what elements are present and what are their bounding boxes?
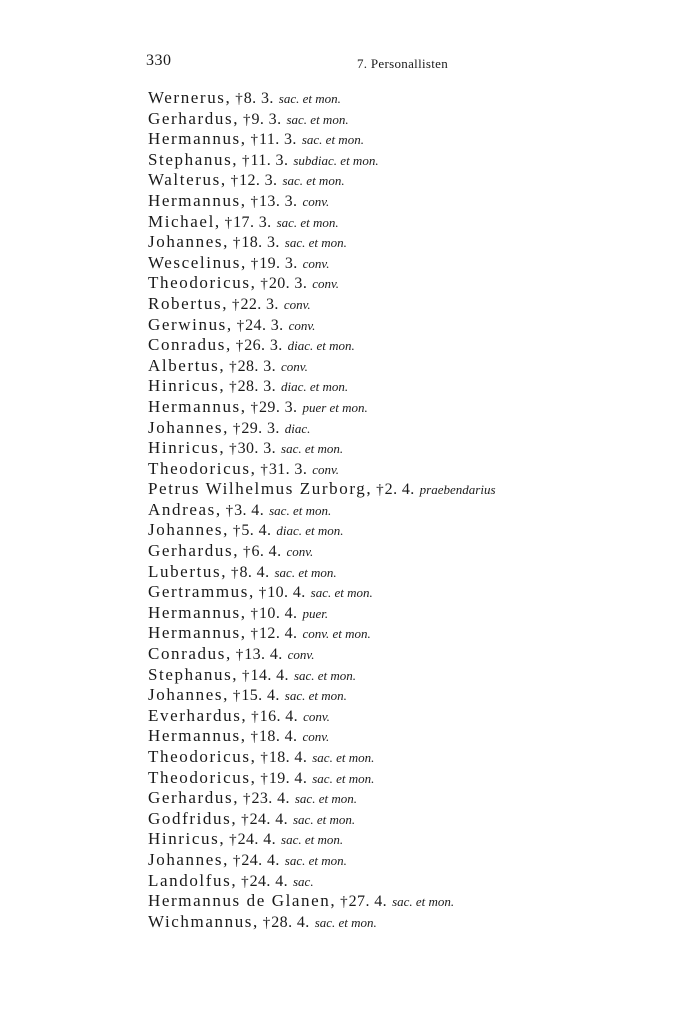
entry-name: Hermannus (148, 623, 241, 643)
comma-separator: , (219, 829, 225, 849)
entry-status: conv. (302, 255, 330, 271)
list-item (148, 871, 496, 892)
dagger-icon: † (376, 482, 384, 499)
entry-status: sac. et mon. (284, 688, 347, 704)
entry-status: puer et mon. (302, 399, 368, 415)
entry-name: Hermannus (148, 190, 241, 210)
death-date: 2. 4. (384, 481, 415, 499)
death-date: 30. 3. (237, 440, 277, 458)
entry-name: Andreas (148, 499, 216, 519)
entry-status: sac. et mon. (281, 832, 344, 848)
comma-separator: , (225, 335, 231, 355)
death-date: 11. 3. (250, 151, 289, 169)
entry-status: conv. (302, 193, 330, 209)
list-item (148, 500, 496, 521)
entry-name: Johannes (148, 232, 224, 252)
dagger-icon: † (229, 441, 237, 458)
death-date: 28. 4. (271, 913, 310, 931)
entry-name: Everhardus (148, 705, 242, 725)
death-date: 16. 4. (259, 707, 299, 725)
death-date: 22. 3. (240, 295, 279, 313)
death-date: 3. 4. (234, 501, 265, 519)
entry-name: Gerhardus (148, 541, 234, 561)
entry-status: sac. et mon. (312, 770, 375, 786)
entry-status: sac. et mon. (274, 564, 337, 580)
comma-separator: , (225, 644, 231, 664)
comma-separator: , (233, 788, 238, 808)
entry-status: conv. (312, 276, 340, 292)
death-date: 5. 4. (241, 522, 272, 540)
comma-separator: , (219, 376, 225, 396)
comma-separator: , (223, 849, 228, 869)
entry-status: diac. et mon. (287, 338, 355, 354)
dagger-icon: † (262, 914, 271, 931)
list-item (148, 273, 496, 294)
list-item (148, 191, 496, 212)
entry-name: Albertus (148, 355, 220, 375)
death-date: 8. 4. (239, 563, 270, 581)
comma-separator: , (250, 458, 256, 478)
entry-name: Hermannus de Glanen (148, 891, 331, 911)
dagger-icon: † (250, 626, 259, 643)
entry-status: sac. et mon. (284, 852, 347, 868)
comma-separator: , (250, 273, 256, 293)
entry-name: Hinricus (148, 438, 220, 458)
entry-name: Theodoricus (148, 747, 251, 766)
death-date: 12. 4. (259, 625, 298, 643)
dagger-icon: † (260, 770, 268, 787)
death-date: 15. 4. (241, 687, 280, 705)
list-item (148, 562, 496, 583)
entry-name: Michael (148, 211, 215, 231)
list-item (148, 685, 496, 706)
dagger-icon: † (242, 667, 250, 684)
entry-name: Johannes (148, 849, 224, 869)
list-item (148, 603, 496, 624)
comma-separator: , (232, 664, 238, 684)
death-date: 24. 4. (249, 872, 288, 890)
entry-name: Petrus Wilhelmus Zurborg (148, 479, 367, 499)
list-item (148, 706, 496, 727)
entry-name: Johannes (148, 520, 224, 540)
entry-status: conv. (283, 296, 311, 312)
entry-name: Wichmannus (148, 911, 254, 931)
list-item (148, 726, 496, 747)
death-date: 31. 3. (268, 460, 308, 478)
list-item (148, 109, 496, 130)
comma-separator: , (330, 891, 336, 911)
death-date: 8. 3. (243, 90, 274, 107)
dagger-icon: † (232, 235, 241, 252)
dagger-icon: † (260, 750, 268, 766)
dagger-icon: † (232, 420, 241, 437)
death-date: 14. 4. (250, 666, 289, 684)
entry-name: Hinricus (148, 829, 220, 849)
comma-separator: , (222, 293, 227, 313)
dagger-icon: † (250, 399, 259, 416)
entry-name: Wescelinus (148, 252, 241, 272)
list-item (148, 129, 496, 150)
dagger-icon: † (242, 791, 251, 808)
death-date: 9. 3. (251, 110, 282, 128)
dagger-icon: † (251, 708, 259, 725)
entry-name: Walterus (148, 170, 221, 190)
death-date: 12. 3. (239, 172, 278, 190)
entry-status: sac. et mon. (284, 235, 347, 251)
entry-name: Stephanus (148, 664, 233, 684)
dagger-icon: † (242, 152, 250, 169)
death-date: 24. 3. (245, 316, 284, 334)
list-item (148, 315, 496, 336)
death-date: 28. 3. (237, 357, 277, 375)
dagger-icon: † (224, 214, 233, 231)
list-item (148, 376, 496, 397)
death-date: 24. 4. (241, 851, 280, 869)
dagger-icon: † (231, 296, 240, 313)
entry-name: Gertrammus (148, 582, 249, 602)
list-item (148, 788, 496, 809)
death-date: 19. 4. (268, 769, 308, 787)
comma-separator: , (223, 232, 228, 252)
list-item (148, 623, 496, 644)
dagger-icon: † (250, 132, 259, 149)
death-date: 10. 4. (267, 584, 306, 602)
entry-status: conv. (302, 729, 330, 745)
dagger-icon: † (232, 523, 241, 540)
dagger-icon: † (250, 255, 259, 272)
list-item (148, 541, 496, 562)
entry-status: conv. (287, 647, 315, 663)
entry-name: Robertus (148, 293, 223, 313)
comma-separator: , (223, 520, 228, 540)
list-item (148, 356, 496, 377)
entry-name: Johannes (148, 417, 224, 437)
list-item (148, 253, 496, 274)
comma-separator: , (240, 623, 246, 643)
comma-separator: , (233, 541, 238, 561)
list-item (148, 912, 496, 933)
entry-name: Gerwinus (148, 314, 227, 334)
dagger-icon: † (242, 111, 251, 128)
list-item (148, 335, 496, 356)
list-item (148, 747, 496, 768)
entry-name: Theodoricus (148, 767, 251, 787)
dagger-icon: † (225, 502, 234, 519)
entry-status: sac. et mon. (269, 502, 332, 518)
dagger-icon: † (235, 91, 243, 107)
death-date: 18. 4. (268, 749, 308, 766)
death-date: 10. 4. (259, 604, 298, 622)
dagger-icon: † (232, 852, 241, 869)
entry-status: diac. (284, 420, 311, 436)
death-date: 28. 3. (237, 378, 277, 396)
death-date: 18. 4. (259, 728, 298, 746)
entry-status: sac. et mon. (282, 173, 345, 189)
entry-status: subdiac. et mon. (293, 152, 379, 168)
comma-separator: , (232, 149, 238, 169)
list-item (148, 232, 496, 253)
list-item (148, 479, 496, 500)
comma-separator: , (241, 705, 247, 725)
entry-status: diac. et mon. (276, 523, 344, 539)
comma-separator: , (226, 314, 232, 334)
entry-status: sac. et mon. (276, 214, 339, 230)
entry-name: Hermannus (148, 726, 241, 746)
list-item (148, 768, 496, 789)
death-date: 26. 3. (244, 337, 283, 355)
dagger-icon: † (229, 358, 237, 375)
entry-status: conv. (281, 358, 308, 374)
death-date: 11. 3. (259, 131, 297, 149)
death-date: 29. 3. (241, 419, 280, 437)
entry-status: conv. et mon. (302, 626, 371, 642)
death-date: 24. 4. (249, 810, 288, 828)
entry-name: Gerhardus (148, 788, 234, 808)
entry-status: sac. (293, 873, 314, 889)
entry-status: sac. et mon. (301, 132, 364, 148)
entry-name: Hinricus (148, 376, 220, 396)
comma-separator: , (240, 602, 246, 622)
dagger-icon: † (260, 461, 268, 478)
comma-separator: , (219, 355, 225, 375)
list-item (148, 850, 496, 871)
entry-status: conv. (312, 461, 340, 477)
entry-status: diac. et mon. (281, 379, 349, 395)
entry-status: conv. (286, 544, 314, 560)
dagger-icon: † (242, 544, 251, 561)
dagger-icon: † (235, 647, 244, 664)
death-date: 18. 3. (241, 234, 280, 252)
entry-status: sac. et mon. (312, 750, 375, 765)
death-date: 24. 4. (237, 831, 277, 849)
list-item (148, 665, 496, 686)
comma-separator: , (366, 479, 372, 499)
entry-status: sac. et mon. (294, 791, 357, 807)
list-item (148, 829, 496, 850)
entry-name: Hermannus (148, 396, 241, 416)
entry-name: Stephanus (148, 149, 233, 169)
entry-status: sac. et mon. (281, 441, 344, 457)
entry-name: Gerhardus (148, 108, 234, 128)
entry-status: praebendarius (419, 482, 496, 498)
dagger-icon: † (250, 605, 259, 622)
entry-name: Conradus (148, 335, 226, 355)
list-item (148, 809, 496, 830)
list-item (148, 170, 496, 191)
dagger-icon: † (230, 564, 239, 581)
entry-name: Theodoricus (148, 458, 251, 478)
dagger-icon: † (250, 193, 259, 210)
list-item (148, 88, 496, 109)
death-date: 13. 3. (259, 192, 298, 210)
page-number: 330 (146, 52, 172, 69)
entry-status: sac. et mon. (293, 811, 356, 827)
dagger-icon: † (229, 379, 237, 396)
comma-separator: , (240, 129, 246, 149)
entry-name: Godfridus (148, 808, 232, 828)
entry-status: sac. et mon. (392, 894, 455, 910)
list-item (148, 212, 496, 233)
death-date: 13. 4. (244, 646, 283, 664)
list-item (148, 644, 496, 665)
comma-separator: , (240, 396, 246, 416)
list-item (148, 891, 496, 912)
entry-name: Theodoricus (148, 273, 251, 293)
list-item (148, 438, 496, 459)
death-date: 20. 3. (268, 275, 308, 293)
death-date: 27. 4. (348, 893, 388, 911)
entry-status: sac. et mon. (310, 585, 373, 601)
entry-name: Landolfus (148, 870, 232, 890)
comma-separator: , (250, 747, 256, 766)
dagger-icon: † (250, 729, 259, 746)
list-item (148, 520, 496, 541)
death-date: 29. 3. (259, 398, 298, 416)
entry-status: sac. et mon. (293, 667, 357, 683)
comma-separator: , (231, 870, 237, 890)
comma-separator: , (214, 211, 220, 231)
dagger-icon: † (260, 276, 268, 293)
entry-name: Hermannus (148, 129, 241, 149)
entry-status: puer. (302, 605, 329, 621)
entry-name: Wernerus (148, 88, 226, 107)
list-item (148, 397, 496, 418)
dagger-icon: † (232, 688, 241, 705)
dagger-icon: † (236, 317, 245, 334)
list-item (148, 582, 496, 603)
comma-separator: , (231, 808, 237, 828)
death-date: 17. 3. (233, 213, 272, 231)
list-item (148, 150, 496, 171)
comma-separator: , (241, 252, 246, 272)
dagger-icon: † (258, 585, 267, 602)
comma-separator: , (223, 685, 228, 705)
personnel-list (148, 88, 496, 932)
list-item (148, 459, 496, 480)
running-title: 7. Personallisten (357, 56, 449, 71)
list-item (148, 294, 496, 315)
dagger-icon: † (230, 173, 239, 190)
comma-separator: , (250, 767, 256, 787)
death-date: 6. 4. (251, 543, 282, 561)
entry-name: Hermannus (148, 602, 241, 622)
entry-status: conv. (288, 317, 316, 333)
entry-status: sac. et mon. (286, 111, 349, 127)
entry-status: sac. et mon. (314, 914, 377, 930)
comma-separator: , (221, 561, 226, 581)
dagger-icon: † (241, 811, 249, 828)
death-date: 23. 4. (251, 790, 290, 808)
death-date: 19. 3. (259, 254, 298, 272)
comma-separator: , (253, 911, 258, 931)
comma-separator: , (220, 170, 226, 190)
comma-separator: , (215, 499, 221, 519)
comma-separator: , (233, 108, 238, 128)
comma-separator: , (225, 88, 231, 107)
entry-name: Johannes (148, 685, 224, 705)
dagger-icon: † (241, 873, 249, 890)
list-item (148, 418, 496, 439)
comma-separator: , (223, 417, 228, 437)
entry-status: sac. et mon. (278, 91, 341, 106)
comma-separator: , (240, 190, 246, 210)
entry-name: Lubertus (148, 561, 222, 581)
entry-status: conv. (303, 708, 330, 724)
comma-separator: , (240, 726, 246, 746)
comma-separator: , (219, 438, 225, 458)
dagger-icon: † (340, 894, 348, 911)
entry-name: Conradus (148, 644, 226, 664)
comma-separator: , (248, 582, 254, 602)
dagger-icon: † (229, 832, 237, 849)
dagger-icon: † (235, 338, 244, 355)
